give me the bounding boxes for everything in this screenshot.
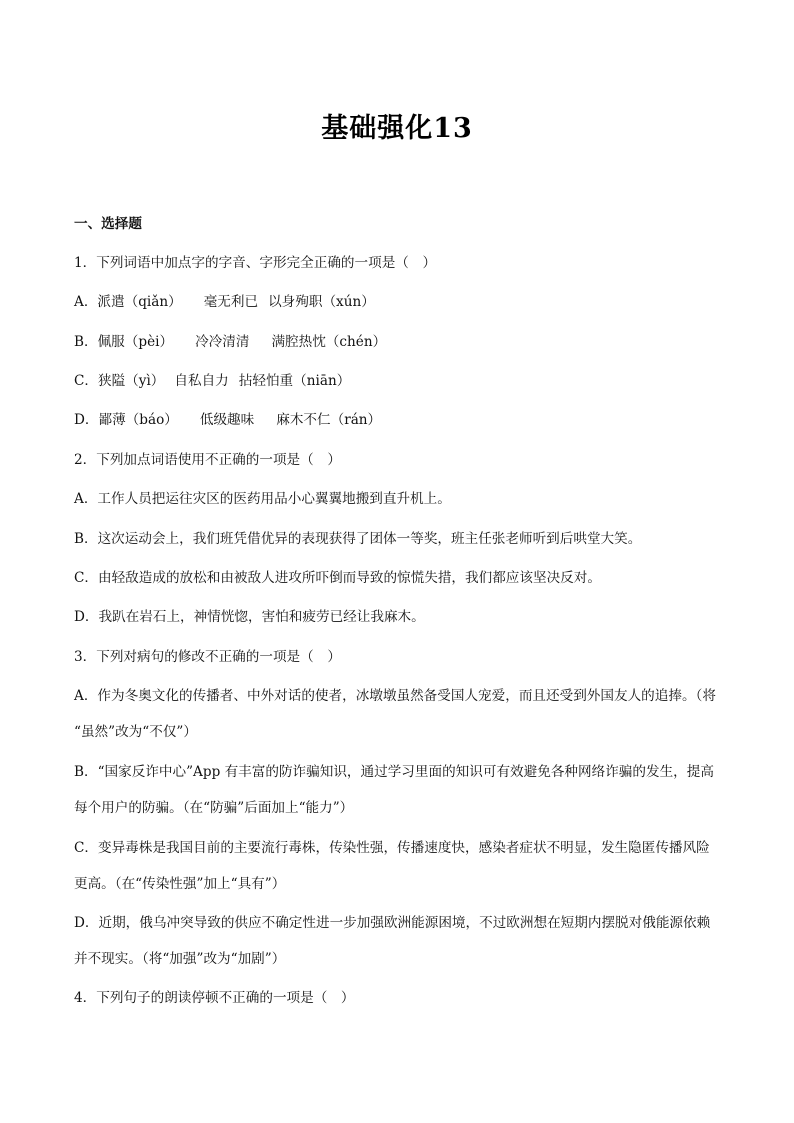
question-2-option-d: D．我趴在岩石上，神情恍惚，害怕和疲劳已经让我麻木。 (74, 609, 425, 625)
section-heading: 一、选择题 (74, 216, 142, 232)
option-label: A．派遣（qiǎn） (74, 294, 182, 310)
question-3-stem: 3．下列对病句的修改不正确的一项是（ ） (74, 649, 341, 665)
option-word-2: 拈轻怕重（niān） (238, 373, 351, 389)
option-word-2: 麻木不仁（rán） (276, 412, 382, 428)
question-1-option-c (74, 371, 350, 391)
option-label: D．鄙薄（báo） (74, 412, 178, 428)
page-title: 基础强化13 (321, 113, 473, 144)
option-word-1: 毫无利已 (203, 294, 259, 310)
option-word-1: 自私自力 (174, 373, 229, 389)
option-word-1: 冷冷清清 (195, 334, 250, 350)
question-3-option-d-line2: 并不现实。（将“加强”改为“加剧”） (74, 951, 286, 967)
question-3-option-d-line1: D．近期，俄乌冲突导致的供应不确定性进一步加强欧洲能源困境，不过欧洲想在短期内摆脱对俄能源依赖 (74, 915, 711, 931)
question-1-option-b (74, 332, 386, 352)
question-2-option-c: C．由轻敌造成的放松和由被敌人进攻所吓倒而导致的惊慌失措，我们都应该坚决反对。 (74, 570, 601, 586)
question-4-stem: 4．下列句子的朗读停顿不正确的一项是（ ） (74, 990, 355, 1006)
question-2-stem: 2．下列加点词语使用不正确的一项是（ ） (74, 452, 341, 468)
question-3-option-c-line1: C．变异毒株是我国目前的主要流行毒株，传染性强，传播速度快，感染者症状不明显，发生隐匿传播风险 (74, 840, 710, 856)
option-word-2: 满腔热忱（chén） (271, 334, 387, 350)
option-label: C．狭隘（yì） (74, 373, 165, 389)
question-1-stem: 1．下列词语中加点字的字音、字形完全正确的一项是（ ） (74, 255, 437, 271)
question-3-option-a-line1: A．作为冬奥文化的传播者、中外对话的使者，冰墩墩虽然备受国人宠爱，而且还受到外国友人的追捧。（将 (74, 688, 716, 704)
question-1-option-a (74, 292, 375, 312)
question-1-option-d (74, 410, 381, 430)
option-word-2: 以身殉职（xún） (268, 294, 375, 310)
question-3-option-b-line2: 每个用户的防骗。（在“防骗”后面加上“能力”） (74, 800, 354, 816)
option-word-1: 低级趣味 (199, 412, 255, 428)
question-3-option-a-line2: “虽然”改为“不仅”） (74, 724, 197, 740)
question-2-option-b: B．这次运动会上，我们班凭借优异的表现获得了团体一等奖，班主任张老师听到后哄堂大笑。 (74, 531, 642, 547)
question-3-option-c-line2: 更高。（在“传染性强”加上“具有”） (74, 876, 286, 892)
question-2-option-a: A．工作人员把运往灾区的医药用品小心翼翼地搬到直升机上。 (74, 491, 451, 507)
question-3-option-b-line1: B．“国家反诈中心”App 有丰富的防诈骗知识，通过学习里面的知识可有效避免各种网络诈骗的发生，提高 (74, 764, 714, 780)
option-label: B．佩服（pèi） (74, 334, 174, 350)
